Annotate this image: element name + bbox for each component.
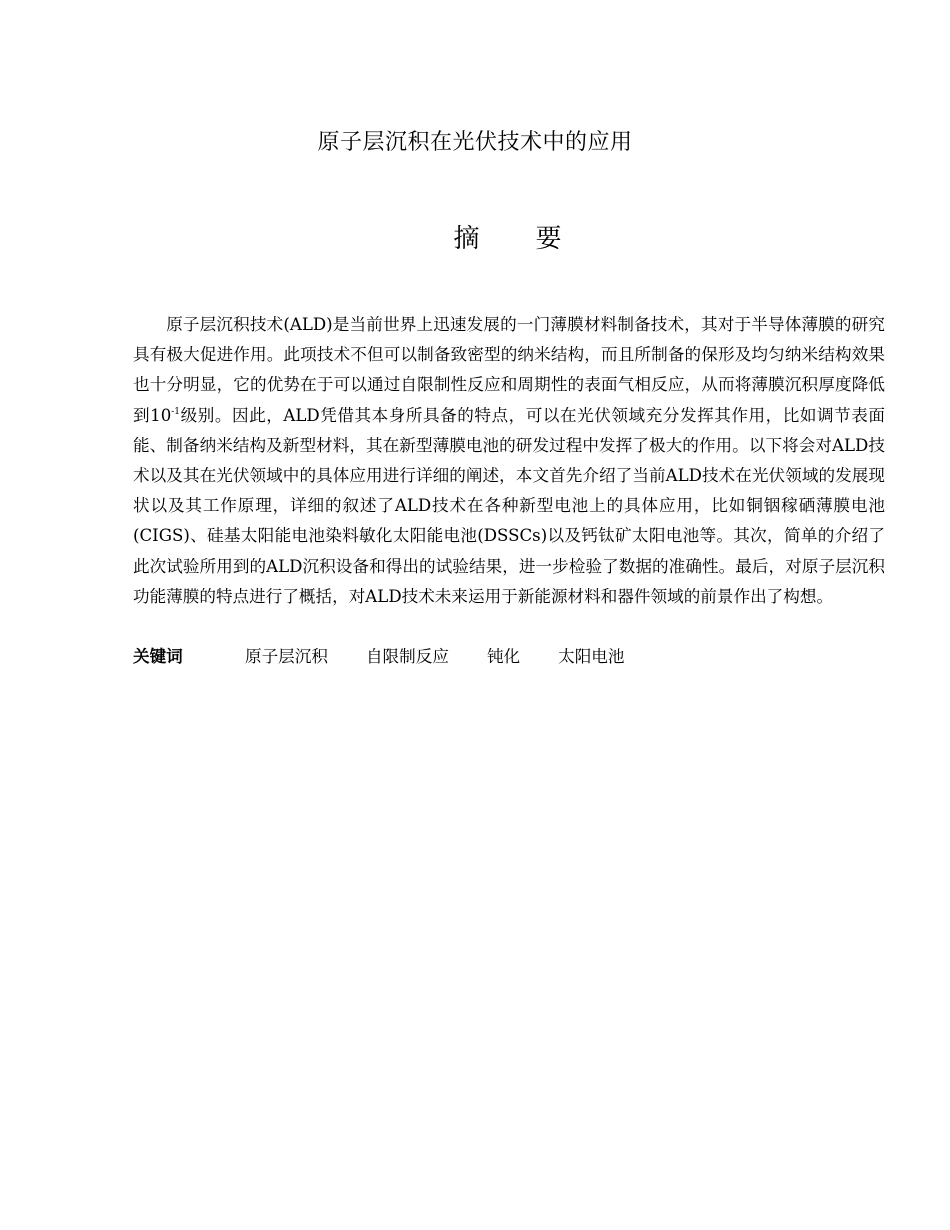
abstract-paragraph (133, 310, 885, 612)
keyword-item: 太阳电池 (558, 647, 625, 666)
exponent-superscript: -1 (171, 406, 181, 417)
abstract-text-part-2: 级别。因此，ALD凭借其本身所具备的特点，可以在光伏领域充分发挥其作用，比如调节表面能、制备纳米结构及新型材料，其在新型薄膜电池的研发过程中发挥了极大的作用。以下将会对ALD技术以及其在光伏领域中的具体应用进行详细的阐述，本文首先介绍了当前ALD技术在光伏领域的发展现状以及其工作原理，详细的叙述了ALD技术在各种新型电池上的具体应用，比如铜铟稼硒薄膜电池(CIGS)、硅基太阳能电池染料敏化太阳能电池(DSSCs)以及钙钛矿太阳电池等。其次，简单的介绍了此次试验所用到的ALD沉积设备和得出的试验结果，进一步检验了数据的准确性。最后，对原子层沉积功能薄膜的特点进行了概括，对ALD技术未来运用于新能源材料和器件领域的前景作出了构想。 (133, 405, 885, 606)
abstract-heading-char-2: 要 (535, 224, 562, 254)
abstract-heading (0, 222, 950, 256)
keyword-item: 原子层沉积 (245, 647, 328, 666)
keyword-item: 自限制反应 (365, 647, 449, 666)
keywords-label: 关键词 (133, 647, 183, 666)
document-title: 原子层沉积在光伏技术中的应用 (317, 130, 633, 155)
keyword-item: 钝化 (486, 647, 521, 666)
abstract-heading-char-1: 摘 (453, 224, 480, 254)
abstract-text-part-1: 原子层沉积技术(ALD)是当前世界上迅速发展的一门薄膜材料制备技术，其对于半导体薄膜的研究具有极大促进作用。此项技术不但可以制备致密型的纳米结构，而且所制备的保形及均匀纳米结构效果也十分明显，它的优势在于可以通过自限制性反应和周期性的表面气相反应，从而将薄膜沉积厚度降低到10 (133, 315, 885, 425)
keywords-line (133, 642, 893, 672)
